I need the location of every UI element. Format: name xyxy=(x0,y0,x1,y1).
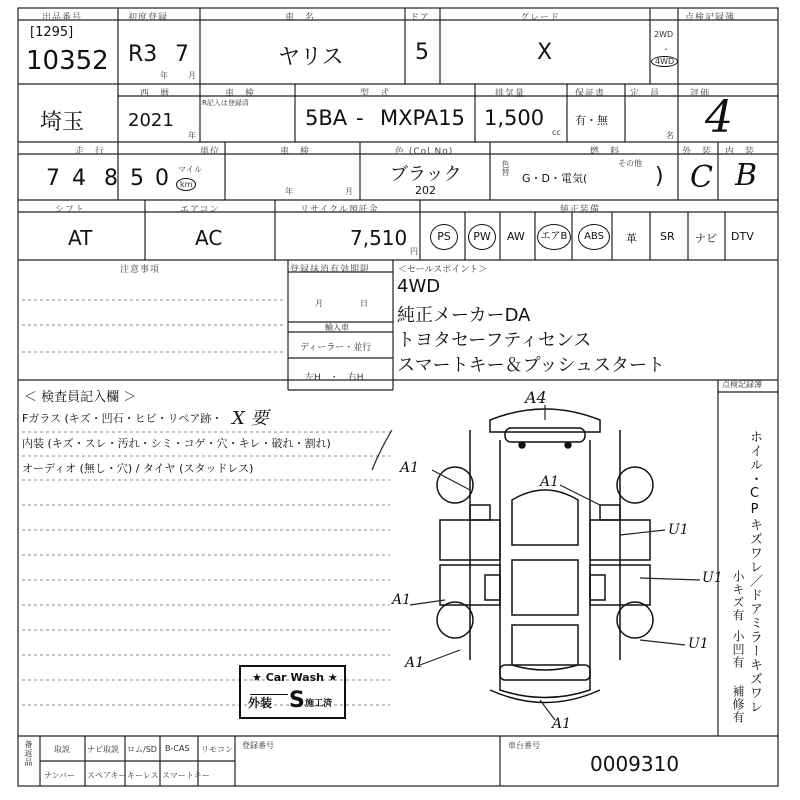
registration-label: 登録抹消有効期限 xyxy=(290,265,371,275)
vehicle-type-month: 月 xyxy=(345,187,353,196)
right-note-main: ホイル・CPキズワレ／ドアミラーキズワレ xyxy=(747,430,762,714)
equipment-navi: ナビ xyxy=(695,232,717,245)
model-name: ヤリス xyxy=(278,45,344,70)
notes-label: 注意事項 xyxy=(120,265,161,275)
car-wash-title: ★ Car Wash ★ xyxy=(252,671,338,684)
damage-mark-rear: A1 xyxy=(552,716,572,732)
damage-mark-front: A4 xyxy=(525,388,547,407)
inspector-line-glass: Fガラス (キズ・凹石・ヒビ・リペア跡・ xyxy=(22,412,223,425)
registration-import: 輸入車 xyxy=(325,323,349,332)
fuel-close: ) xyxy=(655,164,664,189)
car-wash-line2: 施工済 xyxy=(305,699,333,709)
bottom-r2-2: キーレス xyxy=(127,771,159,780)
interior-label: 内 装 xyxy=(725,147,756,157)
vehicle-type-year: 年 xyxy=(285,187,293,196)
recycle-unit: 円 xyxy=(410,247,418,256)
model-name-label: 車 名 xyxy=(285,13,316,23)
bottom-r2-3: スマートキー xyxy=(162,771,210,780)
inspection-note: R記入は登録済 xyxy=(202,99,249,107)
color-name: ブラック xyxy=(390,164,462,185)
damage-mark-right-rear: U1 xyxy=(702,570,723,586)
bottom-col0: 备返品 xyxy=(24,740,33,767)
mileage-label: 走 行 xyxy=(75,147,106,157)
first-reg-label: 初度登録 xyxy=(128,13,169,23)
year-unit: 年 xyxy=(188,131,196,140)
capacity-label: 定 員 xyxy=(630,89,661,99)
equipment-dtv: DTV xyxy=(731,230,754,243)
car-wash-line1: 外装 xyxy=(248,696,273,710)
displacement: 1,500 xyxy=(484,106,545,130)
equipment-aw: AW xyxy=(507,230,525,243)
mileage-digit-3: 5 xyxy=(130,166,144,191)
damage-leaders xyxy=(372,405,700,720)
entry-number-label: 登録番号 xyxy=(242,741,274,750)
grade-value: X xyxy=(537,40,553,65)
sales-point-2: 純正メーカーDA xyxy=(397,305,531,326)
damage-mark-right-door: U1 xyxy=(668,522,689,538)
exterior-label: 外 装 xyxy=(682,147,713,157)
mileage-unit-label: 単位 xyxy=(200,147,221,157)
right-note-dent: 小凹有 xyxy=(731,630,745,669)
equipment-abs: ABS xyxy=(578,224,610,250)
vehicle-type-label: 車 検 xyxy=(280,147,311,157)
interior-grade: B xyxy=(735,158,758,193)
model-code-dash: - xyxy=(356,106,364,130)
mileage-digit-0: 7 xyxy=(46,166,60,191)
doors-label: ドア xyxy=(410,13,430,23)
color-code: 202 xyxy=(415,184,436,197)
aircon-label: エアコン xyxy=(180,205,220,215)
bottom-r1-4: リモコン xyxy=(201,745,233,754)
first-reg-month-unit: 月 xyxy=(188,71,196,80)
equipment-leather: 革 xyxy=(626,232,637,245)
doors-value: 5 xyxy=(415,40,429,65)
displacement-label: 排気量 xyxy=(495,89,526,99)
lot-number: 10352 xyxy=(26,46,109,76)
model-code-label: 型 式 xyxy=(360,89,391,99)
model-code-prefix: 5BA xyxy=(305,106,348,130)
car-wash-grade: S xyxy=(289,688,305,713)
mileage-unit-mile: マイル xyxy=(178,165,202,174)
equipment-sr: SR xyxy=(660,230,675,243)
registration-month: 月 xyxy=(315,299,323,308)
bottom-r2-0: ナンバー xyxy=(44,771,76,780)
bottom-r1-0: 取説 xyxy=(54,745,70,754)
year-western: 2021 xyxy=(128,110,174,131)
serial-label: 車台番号 xyxy=(508,741,540,750)
grade-label: グレード xyxy=(520,13,561,23)
inspector-line-audio: オーディオ (無し・穴) / タイヤ (スタッドレス) xyxy=(22,462,254,475)
sales-point-4: スマートキー＆プッシュスタート xyxy=(397,355,666,376)
sales-points-label: ＜セールスポイント＞ xyxy=(398,265,488,275)
mileage-unit-km: km xyxy=(176,178,196,191)
inspection-label: 車 検 xyxy=(225,89,256,99)
first-reg-era: R3 xyxy=(128,42,158,67)
warranty-value: 有・無 xyxy=(575,114,608,127)
right-box-label: 点検記録簿 xyxy=(722,380,762,389)
shift-label: シフト xyxy=(55,205,86,215)
score-value: 4 xyxy=(705,92,733,143)
registration-day: 日 xyxy=(360,299,368,308)
displacement-unit: cc xyxy=(552,128,561,137)
mileage-digit-4: 0 xyxy=(155,166,169,191)
damage-mark-left-quarter: A1 xyxy=(405,655,425,671)
fuel-options: G・D・電気( xyxy=(522,172,588,185)
recycle-label: リサイクル預託金 xyxy=(300,205,379,215)
lot-label: 出品番号 xyxy=(42,13,83,23)
color-side: 色替 xyxy=(501,160,510,176)
lot-prefix: [1295] xyxy=(30,25,74,40)
first-reg-month: 7 xyxy=(175,42,189,67)
equipment-label: 純正装備 xyxy=(560,205,601,215)
fuel-label: 燃 料 xyxy=(590,147,621,157)
right-note-scratch: 小キズ有 xyxy=(731,570,745,622)
region: 埼玉 xyxy=(40,110,85,135)
equipment-airbag: エアB xyxy=(537,224,571,250)
sales-point-3: トヨタセーフティセンス xyxy=(397,330,592,351)
equipment-ps: PS xyxy=(430,224,458,250)
shift-value: AT xyxy=(68,226,93,250)
serial-number: 0009310 xyxy=(590,752,680,776)
color-label: 色 (Col.No) xyxy=(395,147,454,157)
inspector-line-interior: 内装 (キズ・スレ・汚れ・シミ・コゲ・穴・キレ・破れ・割れ) xyxy=(22,437,331,450)
bottom-r1-2: ロム/SD xyxy=(127,745,157,754)
damage-mark-left-rear: A1 xyxy=(392,592,412,608)
bottom-r1-3: B-CAS xyxy=(165,744,190,753)
registration-dealer: ディーラー・並行 xyxy=(300,343,372,353)
damage-mark-right-quarter: U1 xyxy=(688,636,709,652)
inspector-label: ＜ 検査員記入欄 ＞ xyxy=(24,390,137,405)
bottom-r2-1: スペアキー xyxy=(87,771,127,780)
aircon-value: AC xyxy=(195,226,223,250)
corner-box-label: 点検記録簿 xyxy=(685,13,736,23)
capacity-unit: 名 xyxy=(666,131,674,140)
glass-note: X 要 xyxy=(232,408,269,429)
bottom-r1-1: ナビ取説 xyxy=(87,745,119,754)
fuel-other: その他 xyxy=(618,159,642,168)
model-code: MXPA15 xyxy=(380,106,465,130)
equipment-pw: PW xyxy=(468,224,496,250)
first-reg-year-unit: 年 xyxy=(160,71,168,80)
score-label: 評価 xyxy=(690,89,711,99)
mileage-digit-2: 8 xyxy=(104,166,118,191)
exterior-grade: C xyxy=(690,160,713,195)
car-diagram xyxy=(437,409,653,703)
damage-mark-hood: A1 xyxy=(540,474,560,490)
damage-mark-left-front: A1 xyxy=(400,460,420,476)
sales-point-1: 4WD xyxy=(397,276,441,297)
right-note-repair: 補修有 xyxy=(731,685,745,724)
year-western-label: 西 暦 xyxy=(140,89,171,99)
recycle-amount: 7,510 xyxy=(350,226,408,250)
drive-2wd: 2WD xyxy=(654,30,674,39)
mileage-digit-1: 4 xyxy=(72,166,86,191)
registration-handle: 左H ・ 右H xyxy=(305,373,364,383)
drive-4wd: 4WD xyxy=(651,56,678,67)
warranty-label: 保証書 xyxy=(575,89,606,99)
drive-dot: ・ xyxy=(662,45,670,54)
